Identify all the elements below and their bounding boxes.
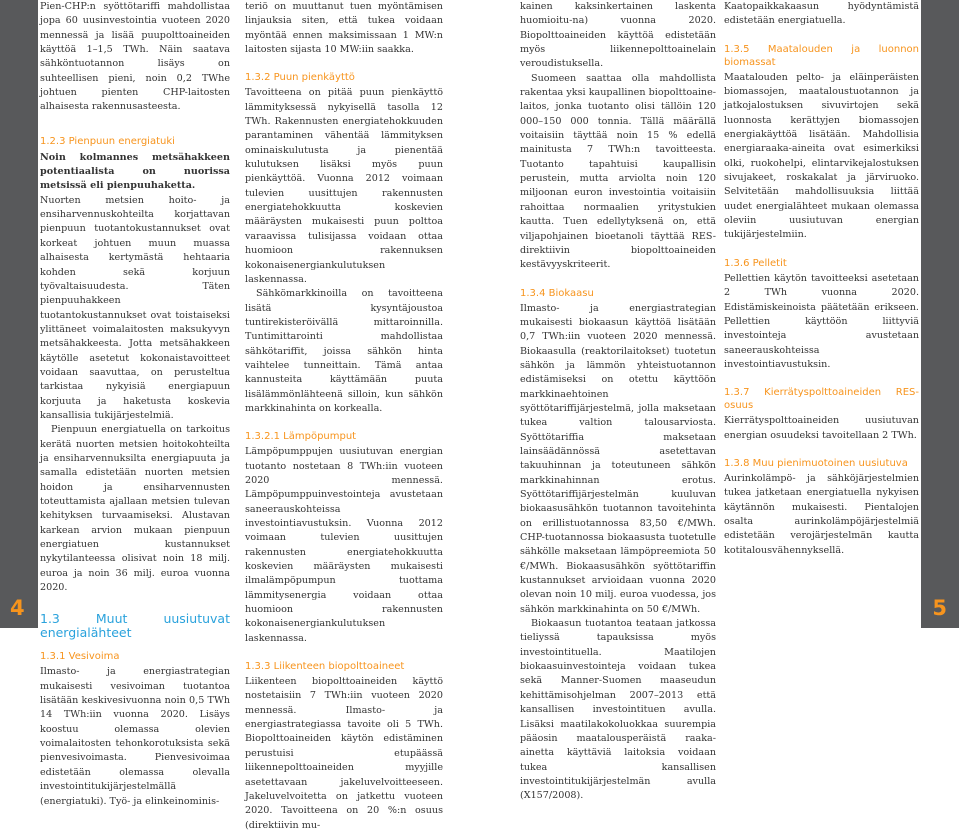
paragraph: Sähkömarkkinoilla on tavoitteena lisätä kysyntäjoustoa tuntirekisteröivällä mittaroinnilla. Tuntimittarointi mahdollistaa sähkötariffit, joissa sähkön hinta vaihtelee tunneittain. Tämä antaa kannusteita käyttämään puuta lisälämmönlähteenä silloin, kun sähkön markkinahinta on korkealla. xyxy=(245,288,443,414)
section-heading-1-3-7: 1.3.7 Kierrätyspolttoaineiden RES-osuus xyxy=(724,387,919,412)
paragraph-bold: Noin kolmannes metsähakkeen potentiaalista on nuorissa metsissä eli pienpuuhaketta. xyxy=(40,151,230,192)
right-column-2 xyxy=(724,0,919,558)
paragraph: Biokaasun tuotantoa teataan jatkossa tieliyssä tapauksissa myös investointituella. Maatilojen biokaasuinvestointeja voidaan tukea sekä Manner-Suomen maaseudun kehittämisohjelman 2007–2013 että kansallisen investointituen avulla. Lisäksi maatilakokoluokkaa suurempia pääosin maatalousperäistä raaka-ainetta käyttäviä laitoksia voidaan tukea kansallisen investointitukijärjestelmän avulla (X157/2008). xyxy=(520,618,716,802)
page-number-right: 5 xyxy=(932,596,947,620)
section-heading-1-3-5: 1.3.5 Maatalouden ja luonnon biomassat xyxy=(724,43,919,68)
paragraph: Suomeen saattaa olla mahdollista rakentaa yksi kaupallinen biopolttoainelaitos, jonka tuotanto olisi tällöin 120 000–150 000 tonnia. Tällä määrällä voitaisiin täyttää noin 15 % edellä mainitusta 7 TWh:n tavoitteesta. Tuotanto tapahtuisi kaupallisin perustein, mutta arviolta noin 120 miljoonan euron investointia voitaisiin rahoittaa normaalien yritystukien kautta. Tuen edellytyksenä on, että viljapohjainen bioetanoli täyttää RES-direktiivin biopolttoaineiden kestävyyskriteerit. xyxy=(520,72,716,271)
paragraph: Pienpuun energiatuella on tarkoitus kerätä nuorten metsien hoitokohteilta ja ensiharvennuksilta energiapuuta ja samalla edistetään nuorten metsien hoidon ja ensiharvennusten toteuttamista ajallaan metsien tulevan kehityksen turvaamiseksi. Alustavan karkean arvion mukaan pienpuun energiatuen kustannukset nykytilanteessa olisivat noin 18 milj. euroa ja noin 36 milj. euroa vuonna 2020. xyxy=(40,424,230,594)
right-page xyxy=(480,0,959,802)
left-column-1 xyxy=(40,0,230,809)
section-heading-1-3-1: 1.3.1 Vesivoima xyxy=(40,651,120,663)
section-heading-1-3-2: 1.3.2 Puun pienkäyttö xyxy=(245,72,355,84)
section-heading-1-3-2-1: 1.3.2.1 Lämpöpumput xyxy=(245,431,357,443)
section-heading-1-3: 1.3 Muut uusiutuvat energialähteet xyxy=(40,611,230,641)
paragraph: Kierrätyspolttoaineiden uusiutuvan energian osuudeksi tavoitellaan 2 TWh. xyxy=(724,415,919,441)
paragraph: Tavoitteena on pitää puun pienkäyttö lämmityksessä nykyisellä tasolla 12 TWh. Rakennusten energiatehokkuuden parantaminen vähentää lämmityksen ominaiskulutusta ja pienentää kulutuksen lisäksi myös puun pienkäyttöä. Vuonna 2012 voimaan tulevien uusittujen rakennusten energiatehokkuutta koskevien määräysten mukaisesti puun polttoa varaavissa tulisijassa voidaan ottaa huomioon rakennuksen kokonaisenergiankulutuksen laskennassa. xyxy=(245,87,443,285)
right-page-sidebar xyxy=(921,0,959,628)
left-page-sidebar xyxy=(0,0,38,628)
section-heading-1-3-4: 1.3.4 Biokaasu xyxy=(520,287,594,299)
paragraph: Liikenteen biopolttoaineiden käyttö nostetaisiin 7 TWh:iin vuoteen 2020 mennessä. Ilmasto- ja energiastrategiassa tavoite oli 5 TWh. Biopolttoaineiden käytön edistäminen perustuisi etupäässä liikennepolttoaineiden myyjille asetettavaan jakeluvelvoitteeseen. Jakeluvelvoitetta on jatkettu vuoteen 2020. Tavoitteena on 20 %:n osuus (direktiivin mu- xyxy=(245,676,443,831)
paragraph: Lämpöpumppujen uusiutuvan energian tuotanto nostetaan 8 TWh:iin vuoteen 2020 mennessä. Lämpöpumppuinvestointeja avustetaan saneerauskohteissa investointiavustuksin. Vuonna 2012 voimaan tulevien uusittujen rakennusten energiatehokkuutta koskevien määräysten mukaisesti ilmalämpöpumpun tuottama lämmitysenergia voidaan ottaa huomioon rakennusten kokonaisenergiankulutuksen laskennassa. xyxy=(245,446,443,644)
right-column-1 xyxy=(520,0,716,804)
paragraph: Ilmasto- ja energiastrategian mukaisesti vesivoiman tuotantoa lisätään keskivesivuonna noin 0,5 TWh 14 TWh:iin vuonna 2020. Lisäys koostuu olemassa olevien voimalaitosten tehonkorotuksista sekä pienvesivoimasta. Pienvesivoimaa edistetään olemassa olevalla investointitukijärjestelmällä (energiatuki). Työ- ja elinkeinominis- xyxy=(40,666,230,807)
section-heading-1-3-6: 1.3.6 Pelletit xyxy=(724,257,787,269)
section-heading-1-3-8: 1.3.8 Muu pienimuotoinen uusiutuva xyxy=(724,457,908,469)
paragraph: Pien-CHP:n syöttötariffi mahdollistaa jopa 60 uusinvestointia vuoteen 2020 mennessä ja lisää puupolttoaineiden käyttöä 1–1,5 TWh. Näin saatava sähköntuotannon lisäys on suhteellisen pieni, noin 0,2 TWhe johtuen pienten CHP-laitosten alhaisesta rakennusasteesta. xyxy=(40,1,230,113)
paragraph: Maatalouden peltо- ja eläinperäisten biomassojen, maataloustuotannon ja jatkojalostuksen sivuvirtojen sekä luonnosta kerättyjen biomassojen energiakäyttöä lisätään. Mahdollisia energiaraaka-aineita ovat esimerkiksi olki, ruokohelpi, elintarvikejalostuksen sivujakeet, roskakalat ja järviruoko. Selvitetään mahdollisuuksia liittää uudet energialähteet mukaan olemassa oleviin uusiutuvan energian tukijärjestelmiin. xyxy=(724,71,919,241)
paragraph: kainen kaksinkertainen laskenta huomioitu-na) vuonna 2020. Biopolttoaineiden käyttöä edistetään myös liikennepolttoainelain veroudistuksella. xyxy=(520,1,716,70)
section-heading-1-3-3: 1.3.3 Liikenteen biopolttoaineet xyxy=(245,661,405,673)
left-column-2 xyxy=(245,0,443,833)
paragraph: Pellettien käytön tavoitteeksi asetetaan 2 TWh vuonna 2020. Edistämiskeinoista päätetään erikseen. Pellettien käyttöön liittyviä investointeja avustetaan saneerauskohteissa investointiavustuksin. xyxy=(724,272,919,370)
left-page xyxy=(0,0,480,831)
paragraph: Nuorten metsien hoito- ja ensiharvennuskohteilta korjattavan pienpuun tuotantokustannukset ovat korkeat johtuen muun muassa alhaisesta kertymästä hehtaaria kohden sekä korjuun työvaltaisuudesta. Täten pienpuuhakkeen tuotantokustannukset ovat toistaiseksi ylittäneet voimalaitosten maksukyvyn metsähakkeesta. Jotta metsähakkeen käytölle asetetut kokonaistavoitteet voidaan saavuttaa, on perusteltua tarkistaa nykyisiä energiapuun korjuuta ja haketusta koskevia kansallisia tukijärjestelmiä. xyxy=(40,194,230,421)
paragraph: teriö on muuttanut tuen myöntämisen linjauksia siten, että tukea voidaan myöntää ennen maksimissaan 1 MW:n laitosten sijasta 10 MW:iin saakka. xyxy=(245,1,443,56)
page-number-left: 4 xyxy=(10,596,25,620)
paragraph: Aurinkolämpö- ja sähköjärjestelmien tukea jatketaan energiatuella nykyisen käytännön mukaisesti. Pientalojen osalta aurinkolämpöjärjestelmiä edistetään verojärjestelmän kautta kotitalousvähennyksellä. xyxy=(724,472,919,556)
paragraph: Ilmasto- ja energiastrategian mukaisesti biokaasun käyttöä lisätään 0,7 TWh:iin vuoteen 2020 mennessä. Biokaasulla (reaktorilaitokset) tuotetun sähkön ja lämmön yhteistuotannon edistämiseksi on otettu käyttöön markkinaehtoinen syöttötariffijärjestelmä, jolla maksetaan tukea valtion talousarviosta. Syöttötariffia maksetaan lainsäädännössä asetettavan takuuhinnan ja toteutuneen sähkön markkinahinnan erotus. Syöttötariffijärjestelmän kuuluvan biokaasusähkön tuotannon tavoitehinta on erillistuotannossa 83,50 €/MWh. CHP-tuotannossa biokaasusta tuotetulle sähkölle maksetaan lämpöpreemiota 50 €/MWh. Biokaasusähkön syöttötariffin kustannukset arvioidaan vuonna 2020 olevan noin 10 milj. euroa vuodessa, jos sähkön markkinahinta on 50 €/MWh. xyxy=(520,302,716,615)
paragraph: Kaatopaikkakaasun hyödyntämistä edistetään energiatuella. xyxy=(724,1,919,27)
section-heading-1-2-3: 1.2.3 Pienpuun energiatuki xyxy=(40,135,175,147)
